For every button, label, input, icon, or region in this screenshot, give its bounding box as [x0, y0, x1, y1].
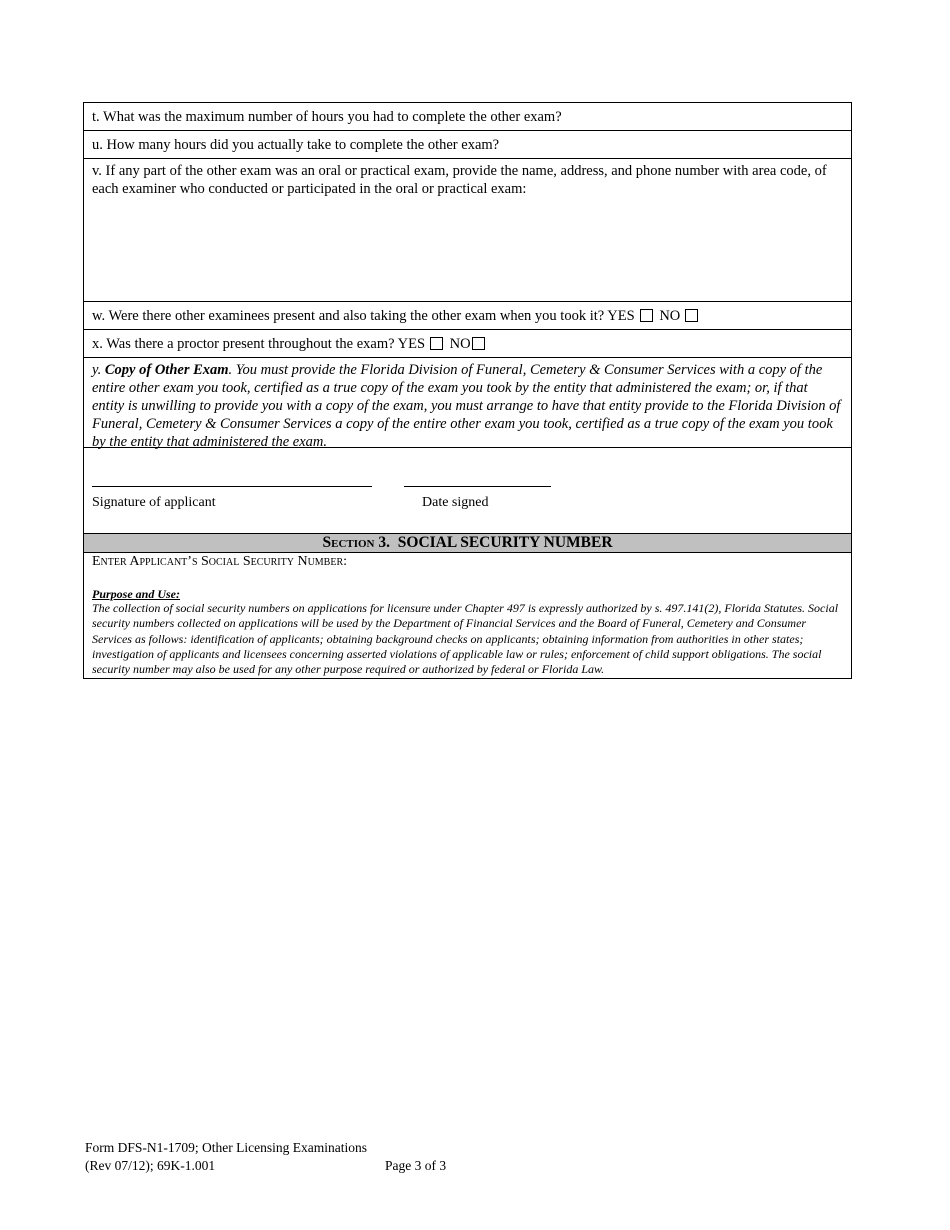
copy-exam-text: . You must provide the Florida Division of Funeral, Cemetery & Consumer Services with a copy of the entire other exam you took, certified as a true copy of the exam you took by the entity that administered the exam; or, if that entity is unwilling to provide you with a copy of the exam, you must arrange to have that entity provide to the Florida Division of Funeral, Cemetery & Consumer Services a copy of the entire other exam you took, certified as a true copy of the exam you took by the entity that administered the exam. [92, 362, 841, 450]
question-w-no-checkbox[interactable] [685, 309, 698, 322]
question-w-row [84, 302, 851, 330]
signature-line[interactable] [92, 486, 372, 487]
purpose-text: The collection of social security numbers on applications for licensure under Chapter 497 is expressly authorized by s. 497.141(2), Florida Statutes. Social security numbers collected on applications will be used by the Department of Financial Services and the Board of Funeral, Cemetery and Consumer Services as follows: identification of applicants; obtaining background checks on applicants; obtaining information from authorities in other states; investigation of applicants and licensees concerning asserted violations of applicable law or rules; enforcement of child support obligations. The social security number may also be used for any other purpose required or authorized by federal or Florida Law. [92, 601, 839, 677]
date-signed-label: Date signed [422, 495, 489, 510]
copy-exam-title: Copy of Other Exam [104, 362, 229, 378]
question-v-row[interactable] [84, 159, 851, 302]
question-u-text: u. How many hours did you actually take to complete the other exam? [92, 137, 500, 153]
question-v-text: v. If any part of the other exam was an oral or practical exam, provide the name, address, and phone number with area code, of each examiner who conducted or participated in the oral or practical exam: [92, 163, 827, 197]
question-t-row [84, 103, 851, 131]
purpose-title: Purpose and Use: [92, 587, 181, 601]
signature-row [84, 448, 851, 534]
footer [85, 1139, 367, 1175]
question-x-row [84, 330, 851, 358]
question-w-text: w. Were there other examinees present and also taking the other exam when you took it? YES [92, 308, 635, 324]
form-name: Form DFS-N1-1709; Other Licensing Examinations [85, 1140, 367, 1155]
question-x-no-checkbox[interactable] [472, 337, 485, 350]
section-3-header [84, 534, 851, 553]
question-w-yes-checkbox[interactable] [640, 309, 653, 322]
form-revision: (Rev 07/12); 69K-1.001 [85, 1158, 216, 1173]
question-u-row [84, 131, 851, 159]
section-3-title: SOCIAL SECURITY NUMBER [397, 534, 613, 551]
copy-of-exam-row [84, 358, 851, 448]
signature-label: Signature of applicant [92, 495, 216, 510]
question-t-text: t. What was the maximum number of hours you had to complete the other exam? [92, 109, 562, 125]
ssn-label[interactable]: Enter Applicant’s Social Security Number: [92, 554, 348, 569]
question-x-no-label: NO [449, 336, 471, 352]
question-x-text: x. Was there a proctor present throughout the exam? YES [92, 336, 426, 352]
application-form [83, 102, 852, 679]
question-x-yes-checkbox[interactable] [430, 337, 443, 350]
section-3-prefix: Section 3. [322, 534, 391, 551]
copy-exam-prefix: y. [92, 362, 105, 378]
ssn-section [84, 553, 851, 678]
page-number: Page 3 of 3 [385, 1158, 447, 1173]
date-line[interactable] [404, 486, 551, 487]
question-w-no-label: NO [659, 308, 681, 324]
